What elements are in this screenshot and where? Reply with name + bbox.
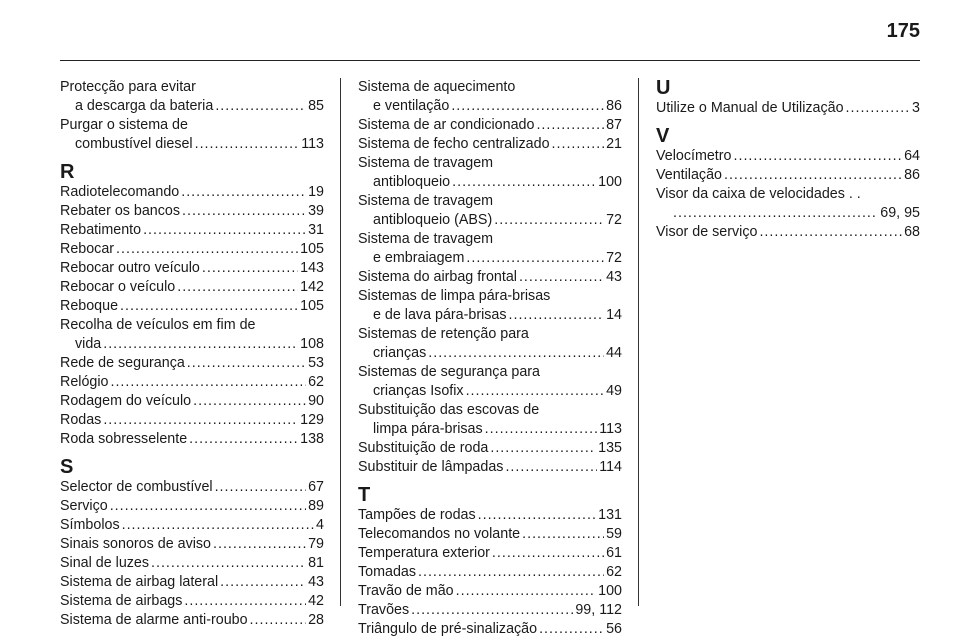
leader-dots (466, 249, 604, 268)
page-reference: 135 (598, 440, 622, 456)
index-entry (60, 202, 324, 221)
page-reference: 105 (300, 241, 324, 257)
page-reference: 59 (606, 526, 622, 542)
entry-text: Recolha de veículos em fim de (60, 317, 256, 333)
leader-dots (522, 525, 604, 544)
index-entry (358, 287, 622, 325)
entry-text: Velocímetro (656, 148, 732, 164)
entry-text: Rodagem do veículo (60, 393, 192, 409)
entry-text: Protecção para evitar (60, 79, 196, 95)
index-column-2 (358, 78, 622, 639)
entry-text: Sistema do airbag frontal (358, 269, 517, 285)
page-reference: 89 (308, 498, 324, 514)
page-reference: 3 (912, 100, 920, 116)
leader-dots (143, 221, 306, 240)
leader-dots (151, 554, 306, 573)
page-reference: 129 (300, 412, 324, 428)
entry-text: Rodas (60, 412, 102, 428)
index-entry (358, 116, 622, 135)
entry-text: Sistema de fecho centralizado (358, 136, 550, 152)
leader-dots (490, 439, 596, 458)
leader-dots (120, 297, 298, 316)
header-rule (60, 60, 920, 61)
leader-dots (181, 183, 306, 202)
leader-dots (110, 373, 306, 392)
entry-text: antibloqueio (373, 174, 451, 190)
index-section (358, 78, 622, 477)
entry-text: Travão de mão (358, 583, 454, 599)
entry-text: Ventilação (656, 167, 722, 183)
entry-text: a descarga da bateria (75, 98, 214, 114)
section-letter: R (60, 161, 75, 183)
entry-text: crianças (373, 345, 427, 361)
index-entry (60, 592, 324, 611)
page-reference: 21 (606, 136, 622, 152)
entry-text: Sistema de ar condicionado (358, 117, 535, 133)
index-column-1 (60, 78, 324, 630)
index-entry (358, 154, 622, 192)
index-entry (358, 192, 622, 230)
index-entry (60, 297, 324, 316)
index-entry (358, 544, 622, 563)
page-reference: 56 (606, 621, 622, 637)
page-reference: 43 (308, 574, 324, 590)
section-letter: T (358, 484, 371, 506)
leader-dots (428, 344, 604, 363)
leader-dots (202, 259, 298, 278)
page-reference: 90 (308, 393, 324, 409)
index-entry (358, 458, 622, 477)
entry-text: Rede de segurança (60, 355, 185, 371)
entry-text: Sistemas de segurança para (358, 364, 540, 380)
leader-dots (539, 620, 604, 639)
entry-text: Sistema de airbag lateral (60, 574, 219, 590)
page-reference: 39 (308, 203, 324, 219)
entry-text: combustível diesel (75, 136, 193, 152)
index-entry (656, 185, 920, 223)
leader-dots (846, 99, 911, 118)
index-entry (60, 478, 324, 497)
index-entry (60, 183, 324, 202)
entry-text: Sinais sonoros de aviso (60, 536, 211, 552)
entry-text: Selector de combustível (60, 479, 213, 495)
index-entry (60, 392, 324, 411)
leader-dots (213, 535, 306, 554)
entry-text: Telecomandos no volante (358, 526, 521, 542)
index-section (358, 485, 622, 639)
leader-dots (122, 516, 314, 535)
index-entry (358, 601, 622, 620)
index-entry (656, 147, 920, 166)
page-reference: 142 (300, 279, 324, 295)
entry-text: Triângulo de pré-sinalização (358, 621, 538, 637)
entry-text: Relógio (60, 374, 109, 390)
entry-text: Tampões de rodas (358, 507, 476, 523)
page-reference: 42 (308, 593, 324, 609)
index-entry (60, 278, 324, 297)
index-entry (60, 516, 324, 535)
page-reference: 87 (606, 117, 622, 133)
leader-dots (485, 420, 598, 439)
leader-dots (195, 135, 300, 154)
leader-dots (182, 202, 306, 221)
index-entry (358, 78, 622, 116)
entry-text: Sistema de travagem (358, 231, 494, 247)
entry-text: limpa pára-brisas (373, 421, 483, 437)
page-reference: 19 (308, 184, 324, 200)
index-entry (60, 116, 324, 154)
leader-dots (452, 173, 596, 192)
entry-text: Reboque (60, 298, 119, 314)
page-reference: 62 (606, 564, 622, 580)
index-entry (358, 563, 622, 582)
entry-text: crianças Isofix (373, 383, 464, 399)
page-reference: 79 (308, 536, 324, 552)
leader-dots (215, 478, 307, 497)
page-reference: 143 (300, 260, 324, 276)
leader-dots (552, 135, 605, 154)
page-number: 175 (886, 20, 920, 42)
index-column-3 (656, 78, 920, 242)
page-reference: 85 (308, 98, 324, 114)
entry-text: Sistema de aquecimento (358, 79, 516, 95)
index-entry (358, 620, 622, 639)
index-entry (60, 240, 324, 259)
entry-text: Serviço (60, 498, 108, 514)
entry-text: Radiotelecomando (60, 184, 180, 200)
leader-dots (103, 335, 298, 354)
page-reference: 72 (606, 250, 622, 266)
page-reference: 64 (904, 148, 920, 164)
page-reference: 138 (300, 431, 324, 447)
leader-dots (418, 563, 604, 582)
index-entry (60, 373, 324, 392)
leader-dots (494, 211, 604, 230)
entry-text: Sistema de travagem (358, 193, 494, 209)
entry-text: e ventilação (373, 98, 450, 114)
index-entry (656, 166, 920, 185)
entry-text: e embraiagem (373, 250, 465, 266)
leader-dots (759, 223, 902, 242)
index-entry (358, 135, 622, 154)
page-reference: 86 (904, 167, 920, 183)
page-reference: 44 (606, 345, 622, 361)
page-reference: 81 (308, 555, 324, 571)
index-entry (656, 223, 920, 242)
index-section (60, 78, 324, 154)
entry-text: Rebater os bancos (60, 203, 181, 219)
leader-dots (110, 497, 306, 516)
entry-text: Substituição das escovas de (358, 402, 540, 418)
index-entry (358, 401, 622, 439)
entry-text: Utilize o Manual de Utilização (656, 100, 844, 116)
page-reference: 53 (308, 355, 324, 371)
page-reference: 69, 95 (880, 205, 920, 221)
page-reference: 4 (316, 517, 324, 533)
page-reference: 99, 112 (575, 602, 622, 618)
index-entry (358, 230, 622, 268)
entry-text: vida (75, 336, 102, 352)
index-section (656, 78, 920, 118)
index-entry (60, 611, 324, 630)
index-entry (60, 78, 324, 116)
leader-dots (734, 147, 903, 166)
leader-dots (505, 458, 597, 477)
page-reference: 131 (598, 507, 622, 523)
index-entry (60, 497, 324, 516)
page-reference: 105 (300, 298, 324, 314)
page-reference: 67 (308, 479, 324, 495)
leader-dots (456, 582, 597, 601)
leader-dots (189, 430, 298, 449)
page-reference: 100 (598, 174, 622, 190)
entry-text: antibloqueio (ABS) (373, 212, 493, 228)
page-reference: 62 (308, 374, 324, 390)
entry-text: Purgar o sistema de (60, 117, 188, 133)
leader-dots (116, 240, 298, 259)
entry-text: Substituir de lâmpadas (358, 459, 504, 475)
entry-text: Rebatimento (60, 222, 142, 238)
entry-text: Sistema de airbags (60, 593, 183, 609)
leader-dots (193, 392, 306, 411)
page-reference: 49 (606, 383, 622, 399)
index-entry (60, 221, 324, 240)
entry-text: Sistema de alarme anti-roubo (60, 612, 248, 628)
leader-dots (492, 544, 604, 563)
column-divider (340, 78, 341, 606)
index-entry (60, 316, 324, 354)
leader-dots (724, 166, 902, 185)
entry-text: Roda sobresselente (60, 431, 188, 447)
index-entry (60, 535, 324, 554)
entry-text: Tomadas (358, 564, 417, 580)
leader-dots (478, 506, 597, 525)
index-section (60, 162, 324, 449)
index-entry (358, 506, 622, 525)
page-reference: 100 (598, 583, 622, 599)
leader-dots (509, 306, 605, 325)
entry-text: Temperatura exterior (358, 545, 490, 561)
index-entry (358, 525, 622, 544)
index-entry (60, 573, 324, 592)
leader-dots (177, 278, 298, 297)
section-letter: S (60, 456, 74, 478)
page-reference: 68 (904, 224, 920, 240)
page-reference: 14 (606, 307, 622, 323)
entry-text: Rebocar o veículo (60, 279, 176, 295)
index-entry (358, 439, 622, 458)
index-entry (358, 325, 622, 363)
page-reference: 113 (301, 136, 324, 152)
page-reference: 61 (606, 545, 622, 561)
index-entry (60, 259, 324, 278)
entry-text: Sistemas de limpa pára-brisas (358, 288, 551, 304)
entry-text: Rebocar (60, 241, 115, 257)
leader-dots (215, 97, 306, 116)
leader-dots (411, 601, 573, 620)
entry-text: Sinal de luzes (60, 555, 150, 571)
section-letter: U (656, 77, 671, 99)
leader-dots (673, 204, 878, 223)
section-letter: V (656, 125, 670, 147)
leader-dots (187, 354, 306, 373)
index-entry (60, 430, 324, 449)
entry-text: Visor de serviço (656, 224, 758, 240)
entry-text: Símbolos (60, 517, 120, 533)
page-reference: 114 (599, 459, 622, 475)
leader-dots (451, 97, 604, 116)
page-reference: 72 (606, 212, 622, 228)
leader-dots (250, 611, 307, 630)
entry-text: Sistema de travagem (358, 155, 494, 171)
column-divider (638, 78, 639, 606)
index-entry (358, 268, 622, 287)
entry-text: Travões (358, 602, 410, 618)
page-reference: 31 (308, 222, 324, 238)
index-section (60, 457, 324, 630)
page-reference: 86 (606, 98, 622, 114)
leader-dots (220, 573, 306, 592)
page-reference: 113 (599, 421, 622, 437)
index-section (656, 126, 920, 242)
index-entry (60, 411, 324, 430)
page-reference: 28 (308, 612, 324, 628)
page-reference: 43 (606, 269, 622, 285)
entry-text: Visor da caixa de velocidades . . (656, 186, 861, 202)
leader-dots (536, 116, 604, 135)
page-reference: 108 (300, 336, 324, 352)
entry-text: Substituição de roda (358, 440, 489, 456)
leader-dots (519, 268, 604, 287)
entry-text: Sistemas de retenção para (358, 326, 529, 342)
entry-text: e de lava pára-brisas (373, 307, 507, 323)
leader-dots (466, 382, 605, 401)
index-entry (358, 363, 622, 401)
index-entry (60, 554, 324, 573)
index-entry (60, 354, 324, 373)
leader-dots (103, 411, 298, 430)
leader-dots (184, 592, 306, 611)
index-entry (656, 99, 920, 118)
index-entry (358, 582, 622, 601)
entry-text: Rebocar outro veículo (60, 260, 200, 276)
